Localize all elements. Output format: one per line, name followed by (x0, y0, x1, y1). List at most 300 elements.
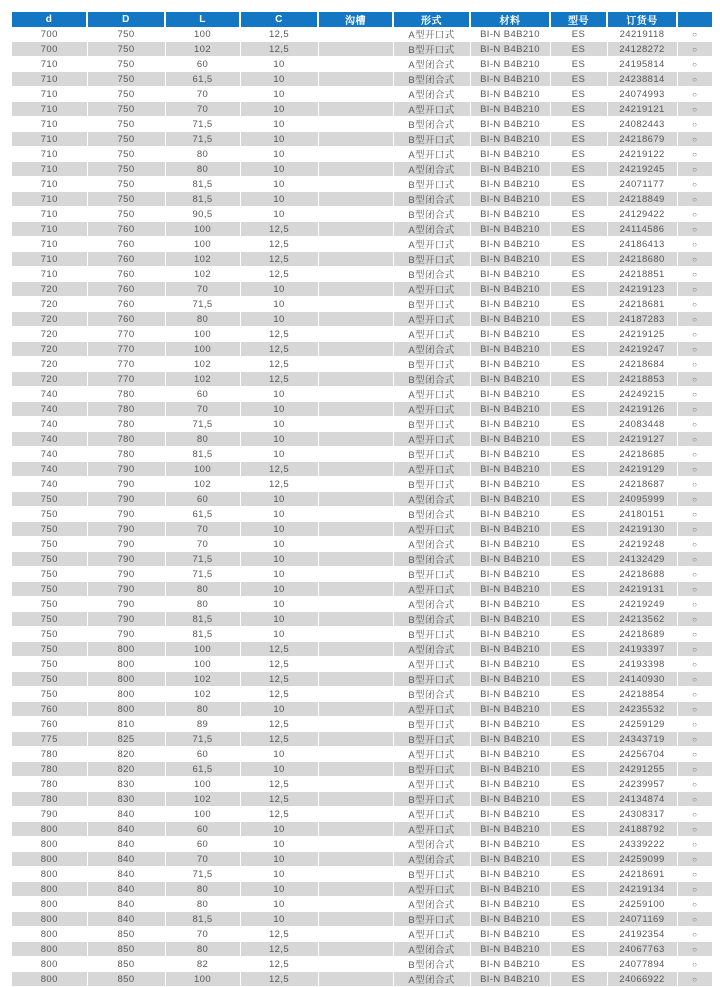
cell-C: 12,5 (240, 477, 318, 492)
table-row (12, 372, 712, 387)
cell-d: 750 (12, 507, 87, 522)
cell-material: BI-N B4B210 (470, 762, 550, 777)
cell-D: 820 (87, 747, 165, 762)
table-row (12, 522, 712, 537)
cell-D: 825 (87, 732, 165, 747)
cell-form: A型开口式 (393, 432, 470, 447)
cell-material: BI-N B4B210 (470, 162, 550, 177)
cell-groove (318, 792, 393, 807)
cell-model: ES (550, 957, 607, 972)
cell-order-no: 24186413 (607, 237, 677, 252)
table-row (12, 867, 712, 882)
table-row (12, 552, 712, 567)
cell-D: 840 (87, 867, 165, 882)
cell-D: 790 (87, 567, 165, 582)
cell-L: 81,5 (165, 912, 240, 927)
cell-material: BI-N B4B210 (470, 102, 550, 117)
cell-form: B型开口式 (393, 417, 470, 432)
cell-model: ES (550, 582, 607, 597)
cell-material: BI-N B4B210 (470, 477, 550, 492)
cell-order-no: 24188792 (607, 822, 677, 837)
cell-C: 10 (240, 192, 318, 207)
cell-form: A型开口式 (393, 387, 470, 402)
cell-groove (318, 327, 393, 342)
cell-d: 710 (12, 177, 87, 192)
cell-C: 10 (240, 72, 318, 87)
cell-order-no: 24259099 (607, 852, 677, 867)
cell-d: 750 (12, 492, 87, 507)
cell-model: ES (550, 207, 607, 222)
cell-groove (318, 207, 393, 222)
table-row (12, 927, 712, 942)
cell-availability: ○ (677, 207, 712, 222)
cell-order-no: 24218679 (607, 132, 677, 147)
cell-availability: ○ (677, 147, 712, 162)
cell-order-no: 24219129 (607, 462, 677, 477)
cell-d: 710 (12, 87, 87, 102)
cell-L: 70 (165, 87, 240, 102)
cell-model: ES (550, 792, 607, 807)
cell-groove (318, 417, 393, 432)
cell-availability: ○ (677, 627, 712, 642)
cell-C: 10 (240, 162, 318, 177)
cell-L: 100 (165, 462, 240, 477)
cell-model: ES (550, 927, 607, 942)
cell-order-no: 24249215 (607, 387, 677, 402)
cell-L: 102 (165, 672, 240, 687)
cell-groove (318, 807, 393, 822)
table-row (12, 942, 712, 957)
cell-C: 10 (240, 417, 318, 432)
cell-model: ES (550, 552, 607, 567)
cell-groove (318, 567, 393, 582)
table-row (12, 237, 712, 252)
cell-groove (318, 447, 393, 462)
cell-order-no: 24219247 (607, 342, 677, 357)
cell-groove (318, 297, 393, 312)
cell-C: 10 (240, 552, 318, 567)
cell-model: ES (550, 897, 607, 912)
cell-d: 720 (12, 297, 87, 312)
cell-groove (318, 387, 393, 402)
cell-order-no: 24219249 (607, 597, 677, 612)
cell-groove (318, 477, 393, 492)
cell-d: 710 (12, 132, 87, 147)
cell-order-no: 24219245 (607, 162, 677, 177)
cell-L: 81,5 (165, 627, 240, 642)
cell-order-no: 24067763 (607, 942, 677, 957)
cell-material: BI-N B4B210 (470, 837, 550, 852)
cell-material: BI-N B4B210 (470, 777, 550, 792)
cell-material: BI-N B4B210 (470, 462, 550, 477)
cell-D: 760 (87, 282, 165, 297)
cell-D: 750 (87, 72, 165, 87)
cell-model: ES (550, 477, 607, 492)
cell-groove (318, 897, 393, 912)
cell-availability: ○ (677, 942, 712, 957)
cell-C: 12,5 (240, 972, 318, 987)
cell-model: ES (550, 342, 607, 357)
cell-order-no: 24259129 (607, 717, 677, 732)
cell-material: BI-N B4B210 (470, 732, 550, 747)
cell-order-no: 24140930 (607, 672, 677, 687)
cell-model: ES (550, 87, 607, 102)
cell-material: BI-N B4B210 (470, 357, 550, 372)
cell-model: ES (550, 522, 607, 537)
cell-groove (318, 627, 393, 642)
cell-form: A型闭合式 (393, 492, 470, 507)
cell-model: ES (550, 747, 607, 762)
cell-C: 10 (240, 177, 318, 192)
cell-material: BI-N B4B210 (470, 222, 550, 237)
cell-D: 800 (87, 657, 165, 672)
cell-material: BI-N B4B210 (470, 957, 550, 972)
cell-form: A型闭合式 (393, 942, 470, 957)
cell-material: BI-N B4B210 (470, 72, 550, 87)
cell-form: A型开口式 (393, 462, 470, 477)
cell-material: BI-N B4B210 (470, 417, 550, 432)
cell-model: ES (550, 402, 607, 417)
table-row (12, 822, 712, 837)
cell-C: 10 (240, 522, 318, 537)
cell-D: 750 (87, 132, 165, 147)
cell-material: BI-N B4B210 (470, 327, 550, 342)
cell-D: 760 (87, 312, 165, 327)
cell-material: BI-N B4B210 (470, 702, 550, 717)
cell-D: 830 (87, 777, 165, 792)
cell-D: 790 (87, 612, 165, 627)
cell-d: 740 (12, 387, 87, 402)
cell-model: ES (550, 117, 607, 132)
table-row (12, 747, 712, 762)
cell-D: 790 (87, 507, 165, 522)
cell-form: B型闭合式 (393, 207, 470, 222)
cell-C: 12,5 (240, 927, 318, 942)
cell-order-no: 24082443 (607, 117, 677, 132)
cell-model: ES (550, 912, 607, 927)
cell-model: ES (550, 657, 607, 672)
table-row (12, 432, 712, 447)
cell-L: 60 (165, 822, 240, 837)
cell-availability: ○ (677, 762, 712, 777)
column-header-material: 材料 (470, 12, 550, 27)
cell-L: 80 (165, 597, 240, 612)
cell-L: 80 (165, 162, 240, 177)
cell-d: 800 (12, 957, 87, 972)
cell-D: 840 (87, 882, 165, 897)
cell-availability: ○ (677, 57, 712, 72)
cell-model: ES (550, 567, 607, 582)
cell-C: 12,5 (240, 267, 318, 282)
table-row (12, 627, 712, 642)
cell-C: 12,5 (240, 657, 318, 672)
cell-C: 12,5 (240, 792, 318, 807)
table-row (12, 57, 712, 72)
table-row (12, 342, 712, 357)
table-row (12, 777, 712, 792)
cell-L: 89 (165, 717, 240, 732)
cell-d: 760 (12, 717, 87, 732)
cell-d: 750 (12, 672, 87, 687)
table-row (12, 72, 712, 87)
cell-groove (318, 357, 393, 372)
cell-material: BI-N B4B210 (470, 852, 550, 867)
cell-C: 12,5 (240, 807, 318, 822)
cell-d: 750 (12, 597, 87, 612)
cell-material: BI-N B4B210 (470, 207, 550, 222)
cell-order-no: 24308317 (607, 807, 677, 822)
column-header-d: d (12, 12, 87, 27)
cell-L: 80 (165, 432, 240, 447)
cell-L: 81,5 (165, 447, 240, 462)
cell-form: A型闭合式 (393, 87, 470, 102)
cell-availability: ○ (677, 447, 712, 462)
cell-D: 760 (87, 252, 165, 267)
cell-form: A型闭合式 (393, 597, 470, 612)
cell-availability: ○ (677, 552, 712, 567)
table-row (12, 912, 712, 927)
cell-model: ES (550, 837, 607, 852)
cell-groove (318, 927, 393, 942)
cell-L: 71,5 (165, 732, 240, 747)
cell-d: 800 (12, 837, 87, 852)
cell-C: 10 (240, 747, 318, 762)
cell-availability: ○ (677, 687, 712, 702)
table-row (12, 492, 712, 507)
cell-availability: ○ (677, 822, 712, 837)
cell-d: 710 (12, 102, 87, 117)
column-header-L: L (165, 12, 240, 27)
table-row (12, 417, 712, 432)
table-row (12, 102, 712, 117)
cell-d: 740 (12, 477, 87, 492)
cell-C: 12,5 (240, 462, 318, 477)
cell-L: 102 (165, 372, 240, 387)
cell-model: ES (550, 432, 607, 447)
cell-d: 800 (12, 852, 87, 867)
cell-model: ES (550, 492, 607, 507)
cell-d: 710 (12, 237, 87, 252)
cell-availability: ○ (677, 567, 712, 582)
cell-L: 80 (165, 882, 240, 897)
cell-form: B型开口式 (393, 177, 470, 192)
cell-availability: ○ (677, 162, 712, 177)
cell-form: B型开口式 (393, 672, 470, 687)
cell-availability: ○ (677, 912, 712, 927)
column-header-C: C (240, 12, 318, 27)
cell-D: 850 (87, 942, 165, 957)
cell-model: ES (550, 162, 607, 177)
cell-groove (318, 582, 393, 597)
cell-C: 10 (240, 282, 318, 297)
cell-groove (318, 462, 393, 477)
table-row (12, 717, 712, 732)
cell-availability: ○ (677, 132, 712, 147)
parts-table (12, 12, 712, 987)
cell-model: ES (550, 312, 607, 327)
cell-d: 780 (12, 777, 87, 792)
cell-form: B型开口式 (393, 732, 470, 747)
cell-C: 12,5 (240, 642, 318, 657)
cell-order-no: 24218681 (607, 297, 677, 312)
cell-form: B型开口式 (393, 867, 470, 882)
cell-L: 71,5 (165, 117, 240, 132)
cell-D: 750 (87, 117, 165, 132)
cell-L: 60 (165, 837, 240, 852)
cell-order-no: 24218851 (607, 267, 677, 282)
cell-order-no: 24218684 (607, 357, 677, 372)
cell-L: 100 (165, 657, 240, 672)
cell-material: BI-N B4B210 (470, 672, 550, 687)
cell-L: 70 (165, 537, 240, 552)
cell-material: BI-N B4B210 (470, 747, 550, 762)
table-row (12, 687, 712, 702)
cell-form: B型闭合式 (393, 192, 470, 207)
cell-model: ES (550, 102, 607, 117)
cell-L: 71,5 (165, 417, 240, 432)
cell-availability: ○ (677, 882, 712, 897)
cell-availability: ○ (677, 282, 712, 297)
table-row (12, 27, 712, 42)
table-row (12, 387, 712, 402)
column-header-D: D (87, 12, 165, 27)
cell-groove (318, 822, 393, 837)
cell-groove (318, 762, 393, 777)
cell-availability: ○ (677, 897, 712, 912)
cell-groove (318, 132, 393, 147)
table-row (12, 177, 712, 192)
cell-groove (318, 27, 393, 42)
table-body (12, 27, 712, 987)
cell-material: BI-N B4B210 (470, 612, 550, 627)
cell-D: 760 (87, 237, 165, 252)
cell-availability: ○ (677, 717, 712, 732)
cell-d: 740 (12, 417, 87, 432)
cell-D: 790 (87, 627, 165, 642)
cell-C: 12,5 (240, 717, 318, 732)
cell-D: 780 (87, 417, 165, 432)
cell-L: 81,5 (165, 192, 240, 207)
cell-groove (318, 312, 393, 327)
cell-C: 12,5 (240, 957, 318, 972)
cell-availability: ○ (677, 972, 712, 987)
cell-order-no: 24219123 (607, 282, 677, 297)
cell-form: A型开口式 (393, 237, 470, 252)
cell-availability: ○ (677, 462, 712, 477)
cell-D: 790 (87, 477, 165, 492)
cell-groove (318, 672, 393, 687)
table-row (12, 282, 712, 297)
cell-C: 12,5 (240, 327, 318, 342)
cell-d: 800 (12, 942, 87, 957)
column-header-groove: 沟槽 (318, 12, 393, 27)
cell-d: 700 (12, 42, 87, 57)
cell-form: A型闭合式 (393, 897, 470, 912)
cell-form: A型开口式 (393, 702, 470, 717)
cell-model: ES (550, 687, 607, 702)
cell-D: 780 (87, 432, 165, 447)
cell-d: 710 (12, 57, 87, 72)
cell-availability: ○ (677, 582, 712, 597)
cell-d: 800 (12, 822, 87, 837)
cell-order-no: 24066922 (607, 972, 677, 987)
cell-L: 100 (165, 342, 240, 357)
cell-L: 80 (165, 147, 240, 162)
cell-availability: ○ (677, 732, 712, 747)
cell-D: 810 (87, 717, 165, 732)
cell-C: 12,5 (240, 42, 318, 57)
cell-availability: ○ (677, 267, 712, 282)
cell-material: BI-N B4B210 (470, 27, 550, 42)
cell-L: 61,5 (165, 507, 240, 522)
cell-material: BI-N B4B210 (470, 537, 550, 552)
cell-D: 790 (87, 597, 165, 612)
table-row (12, 567, 712, 582)
column-header-availability (677, 12, 712, 27)
cell-D: 800 (87, 672, 165, 687)
cell-availability: ○ (677, 72, 712, 87)
cell-L: 71,5 (165, 867, 240, 882)
cell-d: 760 (12, 702, 87, 717)
cell-model: ES (550, 237, 607, 252)
cell-d: 800 (12, 972, 87, 987)
cell-groove (318, 432, 393, 447)
cell-model: ES (550, 192, 607, 207)
cell-order-no: 24128272 (607, 42, 677, 57)
cell-availability: ○ (677, 597, 712, 612)
cell-C: 12,5 (240, 252, 318, 267)
cell-groove (318, 72, 393, 87)
cell-material: BI-N B4B210 (470, 687, 550, 702)
cell-groove (318, 522, 393, 537)
cell-groove (318, 372, 393, 387)
cell-form: B型闭合式 (393, 267, 470, 282)
cell-material: BI-N B4B210 (470, 177, 550, 192)
cell-material: BI-N B4B210 (470, 642, 550, 657)
cell-d: 710 (12, 222, 87, 237)
cell-form: B型闭合式 (393, 552, 470, 567)
cell-availability: ○ (677, 507, 712, 522)
cell-material: BI-N B4B210 (470, 822, 550, 837)
cell-form: B型闭合式 (393, 687, 470, 702)
cell-form: B型闭合式 (393, 507, 470, 522)
cell-d: 800 (12, 927, 87, 942)
cell-form: A型开口式 (393, 807, 470, 822)
cell-availability: ○ (677, 372, 712, 387)
cell-groove (318, 777, 393, 792)
table-row (12, 147, 712, 162)
cell-d: 710 (12, 147, 87, 162)
cell-D: 790 (87, 522, 165, 537)
cell-groove (318, 162, 393, 177)
cell-d: 720 (12, 282, 87, 297)
cell-C: 10 (240, 837, 318, 852)
cell-groove (318, 42, 393, 57)
cell-groove (318, 717, 393, 732)
table-row (12, 642, 712, 657)
cell-L: 102 (165, 42, 240, 57)
cell-model: ES (550, 537, 607, 552)
cell-d: 740 (12, 432, 87, 447)
cell-d: 710 (12, 192, 87, 207)
cell-order-no: 24195814 (607, 57, 677, 72)
cell-model: ES (550, 822, 607, 837)
cell-D: 790 (87, 537, 165, 552)
cell-availability: ○ (677, 702, 712, 717)
cell-groove (318, 852, 393, 867)
cell-material: BI-N B4B210 (470, 57, 550, 72)
cell-availability: ○ (677, 297, 712, 312)
